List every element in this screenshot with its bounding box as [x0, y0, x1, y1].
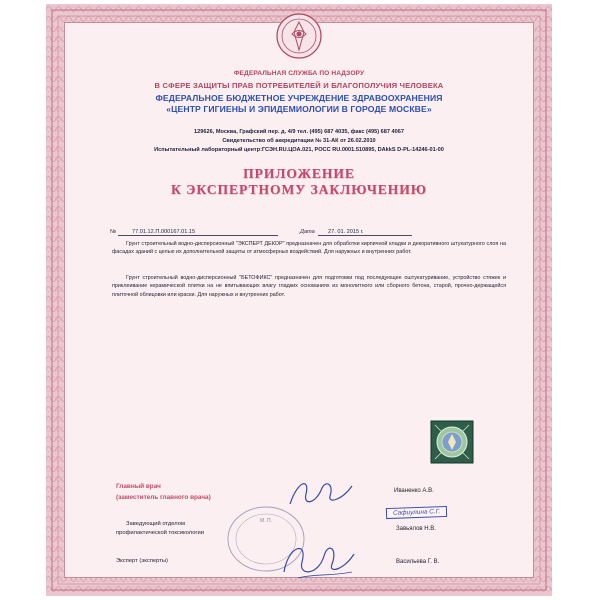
- title-line-2: К ЭКСПЕРТНОМУ ЗАКЛЮЧЕНИЮ: [171, 182, 427, 197]
- stamp-mp: М. П.: [260, 518, 272, 524]
- hologram-seal-icon: [430, 420, 474, 464]
- expert-name: Васильева Г. В.: [396, 559, 440, 565]
- number-underline: [118, 235, 278, 236]
- certificate-page: [46, 4, 552, 596]
- agency-line-2: В СФЕРЕ ЗАЩИТЫ ПРАВ ПОТРЕБИТЕЛЕЙ И БЛАГОПОЛУЧИЯ ЧЕЛОВЕКА: [154, 81, 444, 90]
- lab-center: Испытательный лабораторный центр:ГСЭН.RU.ЦОА.021, РОСС RU.0001.510895, DAkkS D-PL-14246-01-00: [154, 147, 444, 153]
- date-underline: [318, 235, 412, 236]
- number-label: №: [110, 229, 117, 235]
- date-label: Дата: [300, 229, 315, 235]
- expert-label: Эксперт (эксперты): [116, 558, 168, 564]
- dept-head-name: Завьялов Н.В.: [396, 526, 436, 532]
- number-value: 77.01.12.П.000167.01.15: [132, 229, 196, 235]
- emblem-icon: [275, 12, 323, 60]
- title-line-1: ПРИЛОЖЕНИЕ: [243, 166, 355, 181]
- address: 129626, Москва, Графский пер. д. 4/9 тел. (495) 687 4035, факс (495) 687 4067: [194, 129, 404, 135]
- name-stamp: Сафиулина С.Г.: [386, 506, 448, 519]
- signature-mark-icon: [286, 474, 356, 512]
- dept-head-label-1: Заведующий отделом: [126, 521, 185, 527]
- expert-signature: [278, 532, 358, 584]
- date-value: 27. 01. 2015 г.: [328, 229, 364, 235]
- institution-line-2: «ЦЕНТР ГИГИЕНЫ И ЭПИДЕМИОЛОГИИ В ГОРОДЕ МОСКВЕ»: [166, 104, 432, 114]
- chief-name: Иваненко А.В.: [394, 488, 434, 494]
- dept-head-label-2: профилактической токсикологии: [116, 530, 205, 536]
- paragraph-2: Грунт строительный водно-дисперсионный "БЕТОФИКС" предназначен для подготовки под последующее оштукатуривание, устройство стяжек и приклеивание керамической плитки на не впитывающих влагу гладких основаниях из монолитного или сборного бетона, старой, прочно-держащейся плиточной облицовки или краски. Для наружных и внутренних работ.: [112, 275, 506, 298]
- paragraph-1: Грунт строительный водно-дисперсионный "ЭКСПЕРТ ДЕКОР" предназначен для обработки кирпичной кладки и декоративного штукатурного слоя на фасадах зданий с целью их дополнительной защиты от атмосферных воздействий. Для наружных и внутренних работ.: [112, 241, 506, 256]
- institution-line-1: ФЕДЕРАЛЬНОЕ БЮДЖЕТНОЕ УЧРЕЖДЕНИЕ ЗДРАВООХРАНЕНИЯ: [155, 93, 443, 103]
- chief-label-1: Главный врач: [116, 483, 161, 490]
- chief-label-2: (заместитель главного врача): [116, 494, 211, 501]
- accreditation: Свидетельство об аккредитации № 31-АК от 26.02.2010: [222, 138, 376, 144]
- agency-line-1: ФЕДЕРАЛЬНАЯ СЛУЖБА ПО НАДЗОРУ: [233, 70, 365, 77]
